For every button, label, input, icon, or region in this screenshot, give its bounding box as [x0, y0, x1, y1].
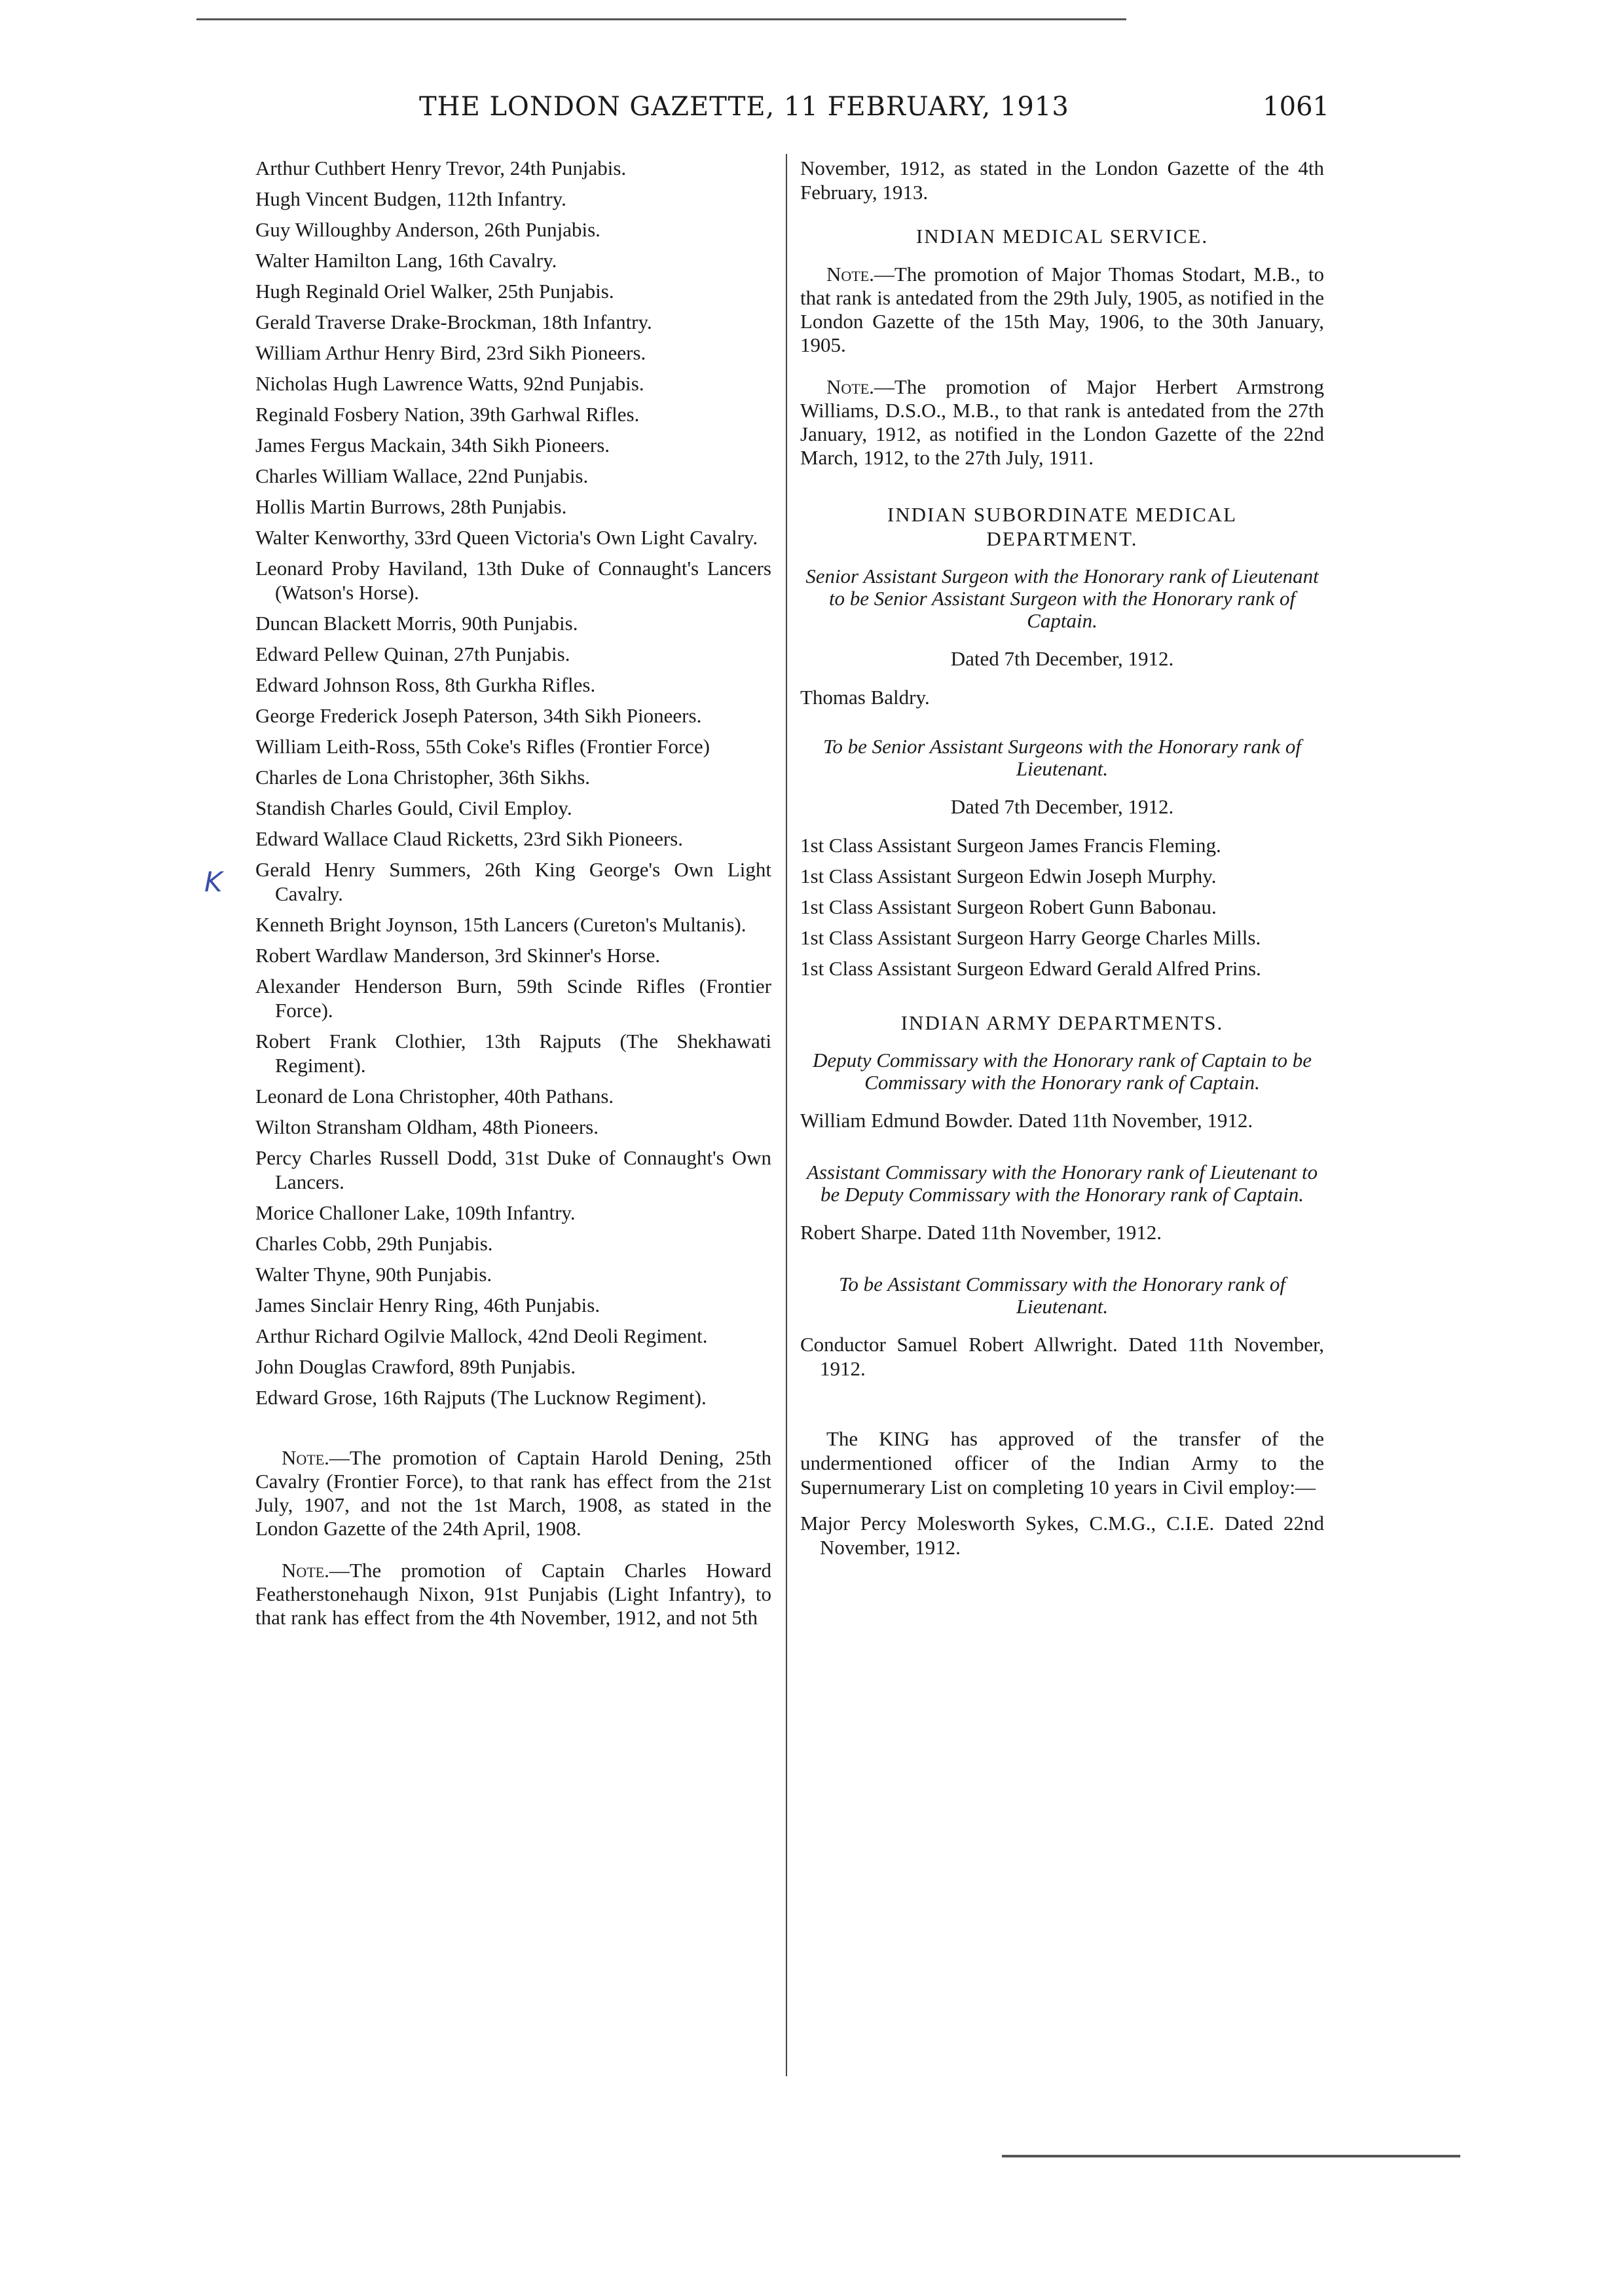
officer-entry: Charles de Lona Christopher, 36th Sikhs.: [255, 766, 591, 789]
appointee-name: Thomas Baldry.: [800, 686, 930, 709]
note-nixon: [255, 1559, 771, 1630]
section-heading-ismd: INDIAN SUBORDINATE MEDICAL DEPARTMENT.: [887, 503, 1238, 550]
surgeon-entry: 1st Class Assistant Surgeon Robert Gunn Babonau.: [800, 895, 1217, 918]
officer-entry: William Arthur Henry Bird, 23rd Sikh Pioneers.: [255, 341, 646, 364]
subheading-senior-assistant: Senior Assistant Surgeon with the Honorary rank of Lieutenant to be Senior Assistant Surgeon with the Honorary rank of Captain.: [805, 565, 1319, 632]
appointment-entry: William Edmund Bowder. Dated 11th November, 1912.: [800, 1109, 1253, 1132]
subheading-assistant-commissary: Assistant Commissary with the Honorary rank of Lieutenant to be Deputy Commissary with the Honorary rank of Captain.: [806, 1161, 1318, 1206]
appointment-entry: Conductor Samuel Robert Allwright. Dated 11th November, 1912.: [800, 1333, 1324, 1380]
officer-entry: Gerald Traverse Drake-Brockman, 18th Infantry.: [255, 310, 652, 333]
officer-entry: Edward Wallace Claud Ricketts, 23rd Sikh Pioneers.: [255, 827, 683, 850]
officer-entry: John Douglas Crawford, 89th Punjabis.: [255, 1355, 576, 1378]
officer-list: [255, 156, 771, 1409]
officer-entry: James Fergus Mackain, 34th Sikh Pioneers.: [255, 434, 610, 457]
note-dening: [255, 1446, 771, 1540]
surgeon-list: [800, 833, 1324, 980]
note-label: Note.: [826, 263, 874, 286]
transfer-entry: Major Percy Molesworth Sykes, C.M.G., C.I.E. Dated 22nd November, 1912.: [800, 1512, 1324, 1559]
margin-annotation: K: [204, 866, 223, 898]
officer-entry: Arthur Cuthbert Henry Trevor, 24th Punjabis.: [255, 157, 627, 179]
note-text: —The promotion of Captain Harold Dening, 25th Cavalry (Frontier Force), to that rank has effect from the 21st July, 1907, and not the 1st March, 1908, as stated in the London Gazette of the 24th April, 1908.: [255, 1446, 771, 1540]
officer-entry: Leonard de Lona Christopher, 40th Pathans.: [255, 1085, 614, 1108]
left-column: [255, 156, 771, 1648]
note-text: —The promotion of Captain Charles Howard Featherstonehaugh Nixon, 91st Punjabis (Light Infantry), to that rank has effect from the 4th November, 1912, and not 5th: [255, 1559, 771, 1629]
dated-line: Dated 7th December, 1912.: [950, 795, 1174, 818]
officer-entry: Robert Wardlaw Manderson, 3rd Skinner's Horse.: [255, 944, 661, 967]
officer-entry: Wilton Stransham Oldham, 48th Pioneers.: [255, 1115, 599, 1138]
officer-entry: Arthur Richard Ogilvie Mallock, 42nd Deoli Regiment.: [255, 1324, 708, 1347]
officer-entry: Gerald Henry Summers, 26th King George's Own Light Cavalry.: [255, 858, 771, 905]
officer-entry: Hollis Martin Burrows, 28th Punjabis.: [255, 495, 567, 518]
officer-entry: Standish Charles Gould, Civil Employ.: [255, 796, 572, 819]
surgeon-entry: 1st Class Assistant Surgeon James Francis Fleming.: [800, 834, 1221, 857]
note-label: Note.: [826, 375, 874, 398]
subheading-senior-assistants: To be Senior Assistant Surgeons with the Honorary rank of Lieutenant.: [823, 735, 1301, 780]
officer-entry: Duncan Blackett Morris, 90th Punjabis.: [255, 612, 578, 635]
officer-entry: George Frederick Joseph Paterson, 34th Sikh Pioneers.: [255, 704, 702, 727]
section-heading-iad: INDIAN ARMY DEPARTMENTS.: [900, 1011, 1224, 1034]
appointment-entry: Robert Sharpe. Dated 11th November, 1912.: [800, 1221, 1162, 1244]
bottom-scan-rule: [1002, 2155, 1460, 2157]
subheading-to-be-assistant: To be Assistant Commissary with the Honorary rank of Lieutenant.: [838, 1273, 1286, 1318]
note-stodart: [800, 263, 1324, 357]
officer-entry: Walter Hamilton Lang, 16th Cavalry.: [255, 249, 557, 272]
officer-entry: Charles William Wallace, 22nd Punjabis.: [255, 464, 589, 487]
officer-entry: Alexander Henderson Burn, 59th Scinde Rifles (Frontier Force).: [255, 975, 771, 1022]
officer-entry: Edward Grose, 16th Rajputs (The Lucknow Regiment).: [255, 1386, 707, 1409]
officer-entry: Walter Thyne, 90th Punjabis.: [255, 1263, 492, 1286]
transfer-paragraph: The KING has approved of the transfer of the undermentioned officer of the Indian Army to the Supernumerary List on completing 10 years in Civil employ:—: [800, 1427, 1324, 1499]
officer-entry: Walter Kenworthy, 33rd Queen Victoria's Own Light Cavalry.: [255, 526, 758, 549]
top-scan-rule: [196, 18, 1126, 20]
officer-entry: Percy Charles Russell Dodd, 31st Duke of Connaught's Own Lancers.: [255, 1146, 771, 1193]
officer-entry: Nicholas Hugh Lawrence Watts, 92nd Punjabis.: [255, 372, 644, 395]
officer-entry: Guy Willoughby Anderson, 26th Punjabis.: [255, 218, 600, 241]
note-text: —The promotion of Major Herbert Armstrong Williams, D.S.O., M.B., to that rank is antedated from the 27th January, 1912, as notified in the London Gazette of the 22nd March, 1912, to the 27th July, 1911.: [800, 375, 1324, 469]
note-label: Note.: [282, 1559, 329, 1582]
column-divider: [786, 154, 787, 2076]
right-column: [800, 156, 1324, 1566]
officer-entry: Hugh Reginald Oriel Walker, 25th Punjabis.: [255, 280, 614, 303]
surgeon-entry: 1st Class Assistant Surgeon Edward Gerald Alfred Prins.: [800, 957, 1261, 980]
gazette-title: THE LONDON GAZETTE, 11 FEBRUARY, 1913: [419, 92, 1069, 122]
officer-entry: Reginald Fosbery Nation, 39th Garhwal Rifles.: [255, 403, 640, 426]
subheading-deputy-commissary: Deputy Commissary with the Honorary rank of Captain to be Commissary with the Honorary rank of Captain.: [812, 1049, 1312, 1094]
officer-entry: Edward Pellew Quinan, 27th Punjabis.: [255, 643, 570, 665]
page-number: 1061: [1263, 92, 1329, 122]
officer-entry: Charles Cobb, 29th Punjabis.: [255, 1232, 493, 1255]
officer-entry: Edward Johnson Ross, 8th Gurkha Rifles.: [255, 673, 596, 696]
masthead: [249, 92, 1329, 131]
surgeon-entry: 1st Class Assistant Surgeon Harry George Charles Mills.: [800, 926, 1261, 949]
officer-entry: Kenneth Bright Joynson, 15th Lancers (Cureton's Multanis).: [255, 913, 747, 936]
officer-entry: James Sinclair Henry Ring, 46th Punjabis.: [255, 1294, 600, 1316]
officer-entry: Hugh Vincent Budgen, 112th Infantry.: [255, 187, 566, 210]
dated-line: Dated 7th December, 1912.: [950, 647, 1174, 670]
note-label: Note.: [282, 1446, 329, 1469]
officer-entry: Leonard Proby Haviland, 13th Duke of Connaught's Lancers (Watson's Horse).: [255, 557, 771, 604]
note-williams: [800, 375, 1324, 470]
officer-entry: Robert Frank Clothier, 13th Rajputs (The Shekhawati Regiment).: [255, 1030, 771, 1077]
section-heading-ims: INDIAN MEDICAL SERVICE.: [915, 225, 1209, 248]
officer-entry: Morice Challoner Lake, 109th Infantry.: [255, 1201, 576, 1224]
continuation-text: November, 1912, as stated in the London Gazette of the 4th February, 1913.: [800, 157, 1324, 204]
note-text: —The promotion of Major Thomas Stodart, M.B., to that rank is antedated from the 29th July, 1905, as notified in the London Gazette of the 15th May, 1906, to the 30th January, 1905.: [800, 263, 1324, 356]
officer-entry: William Leith-Ross, 55th Coke's Rifles (Frontier Force): [255, 735, 710, 758]
surgeon-entry: 1st Class Assistant Surgeon Edwin Joseph Murphy.: [800, 865, 1217, 887]
